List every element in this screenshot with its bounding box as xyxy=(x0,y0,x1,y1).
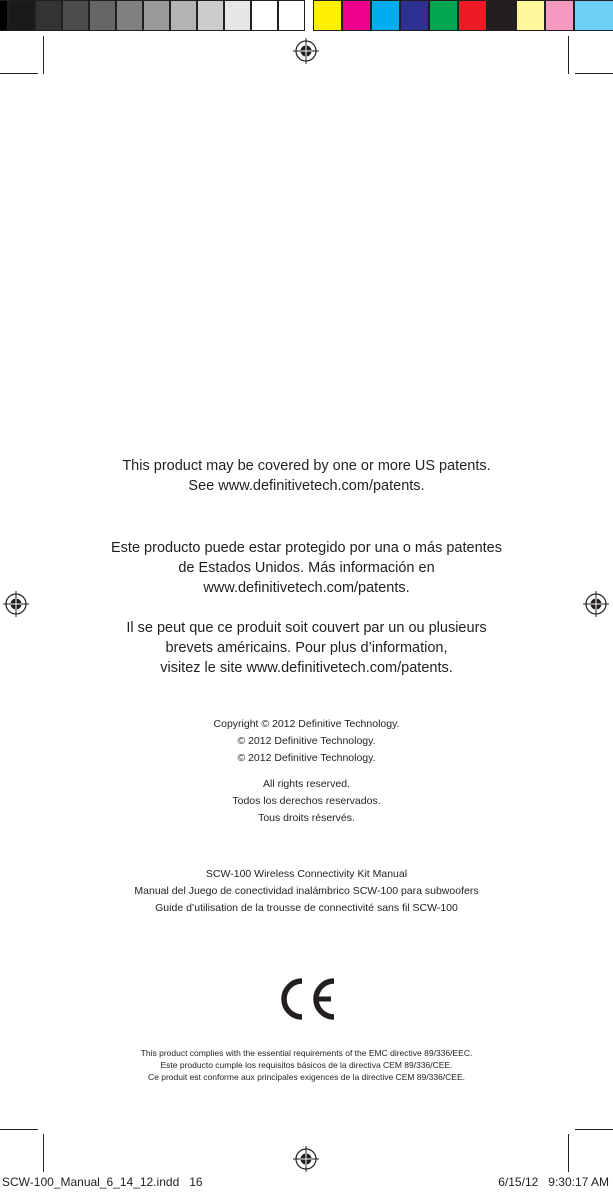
text-line: de Estados Unidos. Más información en xyxy=(178,560,435,576)
patent-notice-spanish xyxy=(0,538,613,598)
text-line: Todos los derechos reservados. xyxy=(232,795,381,807)
color-swatch xyxy=(62,0,89,31)
text-line: visitez le site www.definitivetech.com/patents. xyxy=(160,660,453,676)
crop-mark xyxy=(43,36,44,74)
crop-mark xyxy=(575,1129,613,1130)
color-swatch xyxy=(8,0,35,31)
crop-mark xyxy=(0,1129,38,1130)
crop-mark xyxy=(568,36,569,74)
registration-mark-icon xyxy=(293,38,319,64)
text-line: Este producto puede estar protegido por una o más patentes xyxy=(111,540,502,556)
text-line: Guide d’utilisation de la trousse de connectivité sans fil SCW-100 xyxy=(155,902,458,914)
compliance-notice xyxy=(0,1047,613,1083)
text-line: All rights reserved. xyxy=(263,778,350,790)
crop-mark xyxy=(0,73,38,74)
color-swatch xyxy=(224,0,251,31)
patent-notice-english xyxy=(0,456,613,496)
text-line: Copyright © 2012 Definitive Technology. xyxy=(213,718,400,730)
text-line: Tous droits réservés. xyxy=(258,812,355,824)
color-swatch xyxy=(545,0,574,31)
text-line: Ce produit est conforme aux principales exigences de la directive CEM 89/336/CEE. xyxy=(147,1072,466,1082)
text-line: SCW-100 Wireless Connectivity Kit Manual xyxy=(205,868,408,880)
color-swatch xyxy=(313,0,342,31)
color-swatch xyxy=(574,0,613,31)
rights-notice xyxy=(0,776,613,827)
text-line: © 2012 Definitive Technology. xyxy=(237,752,376,764)
registration-mark-icon xyxy=(293,1146,319,1172)
color-swatch xyxy=(487,0,516,31)
patent-notice-french xyxy=(0,618,613,678)
color-swatch xyxy=(143,0,170,31)
text-line: This product may be covered by one or more US patents. xyxy=(122,458,491,474)
color-swatch xyxy=(429,0,458,31)
color-swatch xyxy=(458,0,487,31)
text-line: www.definitivetech.com/patents. xyxy=(203,580,410,596)
color-swatch xyxy=(170,0,197,31)
color-swatch xyxy=(0,0,8,31)
text-line: Manual del Juego de conectividad inalámbrico SCW-100 para subwoofers xyxy=(134,885,479,897)
ce-mark-icon xyxy=(277,977,337,1021)
text-line: Il se peut que ce produit soit couvert par un ou plusieurs xyxy=(126,620,487,636)
text-line: Este producto cumple los requisitos básicos de la directiva CEM 89/336/CEE. xyxy=(160,1060,453,1070)
copyright-notice xyxy=(0,716,613,767)
crop-mark xyxy=(43,1134,44,1172)
text-line: © 2012 Definitive Technology. xyxy=(237,735,376,747)
color-swatch xyxy=(35,0,62,31)
slug-filename: SCW-100_Manual_6_14_12.indd 16 xyxy=(2,1175,203,1189)
text-line: brevets américains. Pour plus d’information, xyxy=(165,640,448,656)
color-swatch xyxy=(371,0,400,31)
color-swatch xyxy=(400,0,429,31)
color-swatch xyxy=(89,0,116,31)
crop-mark xyxy=(568,1134,569,1172)
color-swatch xyxy=(197,0,224,31)
text-line: This product complies with the essential requirements of the EMC directive 89/336/EEC. xyxy=(140,1048,473,1058)
color-swatch xyxy=(516,0,545,31)
text-line: See www.definitivetech.com/patents. xyxy=(188,478,425,494)
color-swatch xyxy=(251,0,278,31)
slug-datetime: 6/15/12 9:30:17 AM xyxy=(498,1175,609,1189)
color-swatch xyxy=(116,0,143,31)
color-swatch xyxy=(278,0,305,31)
crop-mark xyxy=(575,73,613,74)
manual-title xyxy=(0,866,613,917)
color-swatch xyxy=(342,0,371,31)
color-bar xyxy=(0,0,613,31)
